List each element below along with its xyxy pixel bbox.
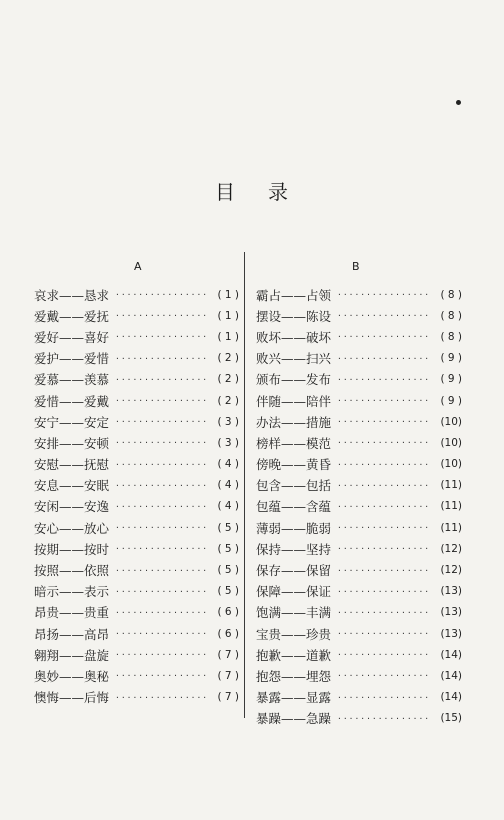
toc-entry-page: ( 8 ) — [440, 330, 462, 343]
toc-entry — [256, 390, 462, 411]
toc-leader-dots: ················ — [115, 332, 209, 342]
toc-entry-page: (10) — [440, 436, 462, 449]
toc-entry-page: (11) — [440, 521, 462, 534]
toc-entry-page: ( 1 ) — [217, 309, 239, 322]
toc-entry-page: ( 2 ) — [217, 373, 239, 386]
toc-leader-dots: ················ — [337, 332, 431, 342]
toc-entry — [34, 454, 239, 475]
toc-entry-term: 翱翔——盘旋 — [34, 647, 110, 663]
toc-entry-term: 榜样——模范 — [256, 435, 332, 451]
toc-entry-page: ( 5 ) — [217, 564, 239, 577]
toc-entry — [256, 687, 462, 708]
toc-entry-page: ( 9 ) — [440, 352, 462, 365]
ink-speck — [456, 100, 461, 105]
toc-entry-term: 保障——保证 — [256, 584, 332, 600]
toc-entry-page: ( 5 ) — [217, 521, 239, 534]
toc-entry-page: (15) — [440, 712, 462, 725]
toc-entry-page: (11) — [440, 500, 462, 513]
toc-entry — [34, 390, 239, 411]
toc-entry-term: 安宁——安定 — [34, 414, 110, 430]
toc-leader-dots: ················ — [115, 396, 209, 406]
page-title — [0, 176, 504, 205]
toc-leader-dots: ················ — [337, 523, 431, 533]
toc-entry-page: ( 3 ) — [217, 415, 239, 428]
toc-entry-term: 安慰——抚慰 — [34, 457, 110, 473]
toc-entry-page: (11) — [440, 479, 462, 492]
toc-leader-dots: ················ — [115, 692, 209, 702]
toc-entry — [256, 665, 462, 686]
toc-entry-page: ( 2 ) — [217, 352, 239, 365]
toc-entry-page: ( 1 ) — [217, 288, 239, 301]
toc-entry-term: 哀求——恳求 — [34, 287, 110, 303]
toc-entry — [34, 284, 239, 305]
toc-entry-page: ( 3 ) — [217, 436, 239, 449]
toc-entry-term: 宝贵——珍贵 — [256, 626, 332, 642]
toc-entry-term: 奥妙——奥秘 — [34, 668, 110, 684]
toc-entry-page: (14) — [440, 648, 462, 661]
toc-entry-term: 傍晚——黄昏 — [256, 457, 332, 473]
toc-entry — [34, 432, 239, 453]
toc-leader-dots: ················ — [337, 565, 431, 575]
toc-entry — [256, 454, 462, 475]
toc-column-b — [256, 260, 462, 729]
toc-leader-dots: ················ — [115, 438, 209, 448]
toc-entry-term: 爱护——爱惜 — [34, 351, 110, 367]
toc-entry-term: 霸占——占领 — [256, 287, 332, 303]
toc-entry-page: ( 5 ) — [217, 585, 239, 598]
toc-entry-page: ( 6 ) — [217, 627, 239, 640]
toc-entry — [34, 602, 239, 623]
toc-entry — [34, 581, 239, 602]
toc-leader-dots: ················ — [337, 290, 431, 300]
column-header-b: B — [352, 260, 360, 273]
toc-entry-page: ( 8 ) — [440, 309, 462, 322]
toc-entry — [256, 432, 462, 453]
toc-leader-dots: ················ — [115, 586, 209, 596]
toc-entry-term: 抱歉——道歉 — [256, 647, 332, 663]
toc-entry-term: 按期——按时 — [34, 541, 110, 557]
toc-leader-dots: ················ — [115, 417, 209, 427]
toc-leader-dots: ················ — [115, 480, 209, 490]
toc-leader-dots: ················ — [115, 629, 209, 639]
toc-leader-dots: ················ — [337, 459, 431, 469]
toc-leader-dots: ················ — [337, 353, 431, 363]
toc-entry-page: ( 7 ) — [217, 648, 239, 661]
toc-entry-term: 爱慕——羡慕 — [34, 372, 110, 388]
toc-entry — [34, 326, 239, 347]
toc-entry-page: ( 2 ) — [217, 394, 239, 407]
toc-entry-term: 暗示——表示 — [34, 584, 110, 600]
toc-leader-dots: ················ — [337, 544, 431, 554]
toc-entry-page: (10) — [440, 415, 462, 428]
toc-leader-dots: ················ — [115, 565, 209, 575]
toc-entry-term: 安闲——安逸 — [34, 499, 110, 515]
toc-entry-page: ( 4 ) — [217, 500, 239, 513]
toc-leader-dots: ················ — [337, 311, 431, 321]
toc-entry-term: 摆设——陈设 — [256, 308, 332, 324]
toc-entry — [34, 538, 239, 559]
toc-leader-dots: ················ — [337, 501, 431, 511]
toc-entry — [34, 623, 239, 644]
toc-entry — [256, 475, 462, 496]
toc-entry-term: 包含——包括 — [256, 478, 332, 494]
toc-entry — [34, 644, 239, 665]
toc-leader-dots: ················ — [115, 544, 209, 554]
toc-entry-page: ( 7 ) — [217, 691, 239, 704]
toc-entry — [256, 496, 462, 517]
toc-entry-term: 暴露——显露 — [256, 690, 332, 706]
toc-entry-term: 安心——放心 — [34, 520, 110, 536]
toc-entry-page: ( 4 ) — [217, 458, 239, 471]
toc-entry — [256, 517, 462, 538]
toc-entry — [256, 305, 462, 326]
toc-entry-page: (12) — [440, 564, 462, 577]
toc-entry — [34, 665, 239, 686]
toc-entry — [256, 348, 462, 369]
toc-entry-term: 昂扬——高昂 — [34, 626, 110, 642]
toc-entry-page: ( 8 ) — [440, 288, 462, 301]
toc-entry — [256, 644, 462, 665]
toc-entry-page: (10) — [440, 458, 462, 471]
toc-entry — [256, 326, 462, 347]
toc-entry-term: 昂贵——贵重 — [34, 605, 110, 621]
column-header-a: A — [134, 260, 142, 273]
toc-leader-dots: ················ — [337, 671, 431, 681]
toc-entry — [34, 496, 239, 517]
toc-entry-term: 安排——安顿 — [34, 435, 110, 451]
toc-entry-term: 暴躁——急躁 — [256, 711, 332, 727]
toc-entry-page: (14) — [440, 691, 462, 704]
toc-leader-dots: ················ — [115, 311, 209, 321]
toc-leader-dots: ················ — [337, 650, 431, 660]
toc-entry — [34, 559, 239, 580]
toc-entry-term: 伴随——陪伴 — [256, 393, 332, 409]
toc-entry-term: 饱满——丰满 — [256, 605, 332, 621]
toc-entry — [256, 369, 462, 390]
toc-leader-dots: ················ — [337, 417, 431, 427]
toc-leader-dots: ················ — [115, 650, 209, 660]
toc-leader-dots: ················ — [337, 396, 431, 406]
column-divider — [244, 252, 245, 718]
toc-entry-page: (14) — [440, 669, 462, 682]
toc-entry-page: ( 9 ) — [440, 394, 462, 407]
toc-entry — [256, 623, 462, 644]
toc-entry-page: ( 6 ) — [217, 606, 239, 619]
toc-entry-term: 爱戴——爱抚 — [34, 308, 110, 324]
toc-leader-dots: ················ — [115, 607, 209, 617]
toc-entry-term: 办法——措施 — [256, 414, 332, 430]
toc-entry-term: 爱好——喜好 — [34, 329, 110, 345]
toc-entry — [256, 708, 462, 729]
toc-entry-page: ( 1 ) — [217, 330, 239, 343]
toc-entry-term: 安息——安眠 — [34, 478, 110, 494]
toc-entry-term: 薄弱——脆弱 — [256, 520, 332, 536]
toc-entry — [34, 475, 239, 496]
title-char-2: 录 — [268, 180, 289, 204]
toc-leader-dots: ················ — [115, 671, 209, 681]
toc-leader-dots: ················ — [337, 713, 431, 723]
toc-entry-term: 保持——坚持 — [256, 541, 332, 557]
toc-entry-term: 保存——保留 — [256, 563, 332, 579]
toc-leader-dots: ················ — [337, 692, 431, 702]
toc-entry-page: ( 7 ) — [217, 669, 239, 682]
toc-entry-page: ( 4 ) — [217, 479, 239, 492]
toc-entry-page: ( 9 ) — [440, 373, 462, 386]
toc-entry — [256, 284, 462, 305]
toc-entry-page: (13) — [440, 606, 462, 619]
toc-leader-dots: ················ — [115, 523, 209, 533]
toc-leader-dots: ················ — [115, 290, 209, 300]
toc-entry — [34, 369, 239, 390]
toc-entry-term: 抱怨——埋怨 — [256, 668, 332, 684]
toc-entry — [34, 517, 239, 538]
toc-entry — [256, 538, 462, 559]
toc-entry-page: ( 5 ) — [217, 542, 239, 555]
toc-entry-term: 包蕴——含蕴 — [256, 499, 332, 515]
toc-leader-dots: ················ — [115, 353, 209, 363]
toc-entry-term: 败坏——破坏 — [256, 329, 332, 345]
toc-entry-page: (13) — [440, 627, 462, 640]
toc-leader-dots: ················ — [115, 459, 209, 469]
toc-entry-term: 颁布——发布 — [256, 372, 332, 388]
toc-entry — [34, 305, 239, 326]
toc-entry — [34, 348, 239, 369]
toc-leader-dots: ················ — [337, 629, 431, 639]
toc-leader-dots: ················ — [337, 586, 431, 596]
toc-leader-dots: ················ — [337, 480, 431, 490]
toc-leader-dots: ················ — [337, 438, 431, 448]
toc-entry — [256, 559, 462, 580]
toc-column-a — [34, 260, 239, 708]
toc-entry-term: 懊悔——后悔 — [34, 690, 110, 706]
toc-entry-term: 爱惜——爱戴 — [34, 393, 110, 409]
toc-leader-dots: ················ — [115, 374, 209, 384]
toc-entry-term: 按照——依照 — [34, 563, 110, 579]
toc-entry — [256, 411, 462, 432]
title-char-1: 目 — [215, 180, 236, 204]
toc-entry — [34, 687, 239, 708]
toc-entry-term: 败兴——扫兴 — [256, 351, 332, 367]
toc-entry-page: (12) — [440, 542, 462, 555]
toc-leader-dots: ················ — [337, 607, 431, 617]
toc-leader-dots: ················ — [337, 374, 431, 384]
toc-entry-page: (13) — [440, 585, 462, 598]
toc-leader-dots: ················ — [115, 501, 209, 511]
toc-entry — [34, 411, 239, 432]
toc-entry — [256, 602, 462, 623]
toc-entry — [256, 581, 462, 602]
